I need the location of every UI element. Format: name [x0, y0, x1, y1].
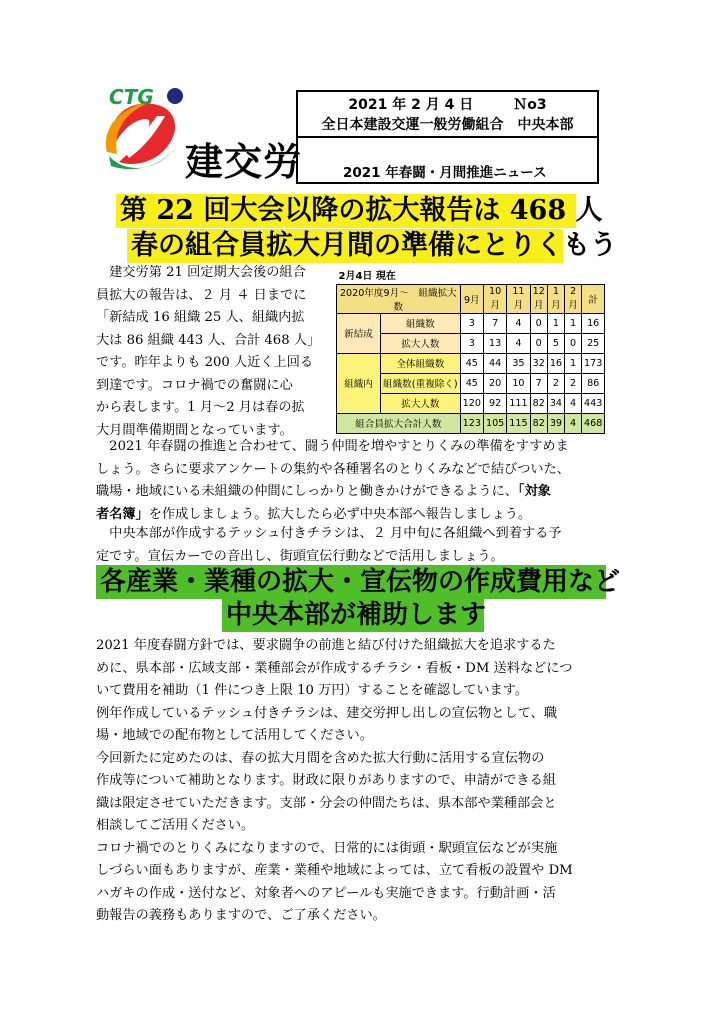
cell: 4	[507, 313, 530, 333]
text-line: 作成等について補助となります。財政に限りがありますので、申請ができる組	[96, 773, 556, 788]
headline2-line2: 中央本部が補助します	[226, 600, 487, 630]
month-header: 9月	[460, 284, 483, 313]
cell: 13	[483, 333, 506, 353]
cell: 35	[507, 353, 530, 373]
headline2-line1: 各産業・業種の拡大・宣伝物の作成費用など	[100, 567, 621, 597]
text-line: 「新結成 16 組織 25 人、組織内拡	[96, 310, 305, 325]
headline1-line1: 第 22 回大会以降の拡大報告は 468 人	[120, 195, 603, 226]
text-line: 相談してご活用ください。	[96, 818, 255, 833]
text-line: 場・地域での配布物として活用してください。	[96, 728, 373, 743]
expansion-stats-table	[336, 266, 605, 434]
month-header: 1月	[547, 284, 564, 313]
text-line: 動報告の義務もありますので、ご了承ください。	[96, 908, 386, 923]
cell: 0	[565, 333, 582, 353]
month-header: 10月	[483, 284, 506, 313]
table-as-of: 2月4日 現在	[338, 271, 396, 283]
total-cell: 468	[582, 413, 605, 433]
text-span: 職場・地域にいる未組織の仲間にしっかりと働きかけができるように、	[96, 484, 518, 499]
cell: 20	[483, 373, 506, 393]
text-line: 建交労第 21 回定期大会後の組合	[96, 265, 306, 280]
cell: 16	[547, 353, 564, 373]
org-name: 建交労	[185, 140, 303, 184]
cell: 120	[460, 393, 483, 413]
cell: 0	[530, 313, 547, 333]
text-line: 大月間準備期間となっています。	[96, 422, 293, 438]
cell: 25	[582, 333, 605, 353]
logo-dot	[167, 88, 183, 104]
cell: 10	[507, 373, 530, 393]
table-total-row	[337, 413, 605, 433]
cell: 3	[460, 313, 483, 333]
row-label: 拡大人数	[381, 333, 461, 353]
text-line	[96, 481, 570, 504]
text-line: 員拡大の報告は、２ 月 ４ 日までに	[96, 287, 307, 303]
cell: 1	[565, 313, 582, 333]
text-line: しょう。さらに要求アンケートの集約や各種署名のとりくみなどで結びついた、	[96, 461, 570, 477]
text-line: めに、県本部・広域支部・業種部会が作成するチラシ・看板・DM 送料などにつ	[96, 660, 573, 676]
table-row	[337, 313, 605, 333]
cell: 173	[582, 353, 605, 373]
header-box	[296, 90, 599, 138]
cell: 32	[530, 353, 547, 373]
news-subtitle: 2021 年春闘・月間推進ニュース	[343, 165, 547, 181]
cell: 2	[565, 373, 582, 393]
subsidy-paragraph	[96, 635, 573, 928]
cell: 0	[530, 333, 547, 353]
logo-text: CTG	[109, 85, 154, 109]
text-line: 2021 年度春闘方針では、要求闘争の前進と結び付けた組織拡大を追求するた	[96, 638, 556, 653]
table-header-label: 2020年度9月～ 組織拡大数	[337, 284, 461, 313]
total-cell: 82	[530, 413, 547, 433]
cell: 3	[460, 333, 483, 353]
cell: 82	[530, 393, 547, 413]
spring-struggle-paragraph	[96, 436, 570, 526]
row-label: 全体組織数	[381, 353, 461, 373]
cell: 2	[547, 373, 564, 393]
cell: 7	[483, 313, 506, 333]
text-line: 2021 年春闘の推進と合わせて、闘う仲間を増やすとりくみの準備をすすめま	[96, 439, 569, 454]
table-row	[337, 353, 605, 373]
total-label: 組合員拡大合計人数	[337, 413, 461, 433]
cell: 86	[582, 373, 605, 393]
ctg-logo	[95, 82, 195, 182]
text-line: から表します。1 月～2 月は春の拡	[96, 400, 305, 415]
cell: 16	[582, 313, 605, 333]
group-label: 新結成	[337, 313, 381, 353]
text-line: コロナ禍でのとりくみになりますので、日常的には街頭・駅頭宣伝などが実施	[96, 840, 558, 856]
text-line: 例年作成しているテッシュ付きチラシは、建交労押し出しの宣伝物として、職	[96, 705, 558, 721]
target-list-emphasis: 「対象	[518, 484, 551, 499]
text-line: しづらい面もありますが、産業・業種や地域によっては、立て看板の設置や DM	[96, 863, 573, 878]
total-header: 計	[582, 284, 605, 313]
month-header: 11月	[507, 284, 530, 313]
month-header: 2月	[565, 284, 582, 313]
cell: 5	[547, 333, 564, 353]
table-header-row	[337, 284, 605, 313]
cell: 45	[460, 373, 483, 393]
text-line: 中央本部が作成するテッシュ付きチラシは、２ 月中旬に各組織へ到着する予	[96, 526, 562, 541]
cell: 34	[547, 393, 564, 413]
cell: 4	[507, 333, 530, 353]
text-line: ハガキの作成・送付など、対象者へのアピールも実施できます。行動計画・活	[96, 885, 556, 901]
issue-number: Ｎo3	[513, 97, 547, 113]
cell: 1	[565, 353, 582, 373]
total-cell: 4	[565, 413, 582, 433]
total-cell: 123	[460, 413, 483, 433]
text-line: 大は 86 組織 443 人、合計 468 人」	[96, 332, 321, 348]
text-line: 今回新たに定めたのは、春の拡大月間を含めた拡大行動に活用する宣伝物の	[96, 750, 545, 766]
text-line: 織は限定させていただきます。支部・分会の仲間たちは、県本部や業種部会と	[96, 795, 557, 811]
row-label: 組織数	[381, 313, 461, 333]
issue-date: 2021 年 2 月 4 日	[348, 97, 474, 113]
publisher: 全日本建設交運一般労働組合 中央本部	[321, 117, 574, 133]
row-label: 拡大人数	[381, 393, 461, 413]
flyer-paragraph	[96, 523, 562, 568]
row-label: 組織数(重複除く)	[381, 373, 461, 393]
cell: 7	[530, 373, 547, 393]
cell: 111	[507, 393, 530, 413]
cell: 44	[483, 353, 506, 373]
text-line: いて費用を補助（1 件につき上限 10 万円）することを確認しています。	[96, 683, 529, 698]
text-line: 到達です。コロナ禍での奮闘に心	[96, 377, 293, 393]
text-line: です。昨年よりも 200 人近く上回る	[96, 355, 314, 370]
text-span: を作成しましょう。拡大したら必ず中央本部へ報告しましょう。	[148, 506, 532, 522]
group-label: 組織内	[337, 353, 381, 413]
total-cell: 105	[483, 413, 506, 433]
headline1-line2: 春の組合員拡大月間の準備にとりくもう	[131, 230, 617, 261]
cell: 443	[582, 393, 605, 413]
cell: 92	[483, 393, 506, 413]
text-line: 定です。宣伝カーでの音出し、街頭宣伝行動などで活用しましょう。	[96, 548, 504, 564]
cell: 4	[565, 393, 582, 413]
cell: 45	[460, 353, 483, 373]
intro-paragraph	[96, 262, 320, 442]
total-cell: 39	[547, 413, 564, 433]
target-list-emphasis-2: 者名簿」	[96, 506, 149, 522]
total-cell: 115	[507, 413, 530, 433]
cell: 1	[547, 313, 564, 333]
month-header: 12月	[530, 284, 547, 313]
